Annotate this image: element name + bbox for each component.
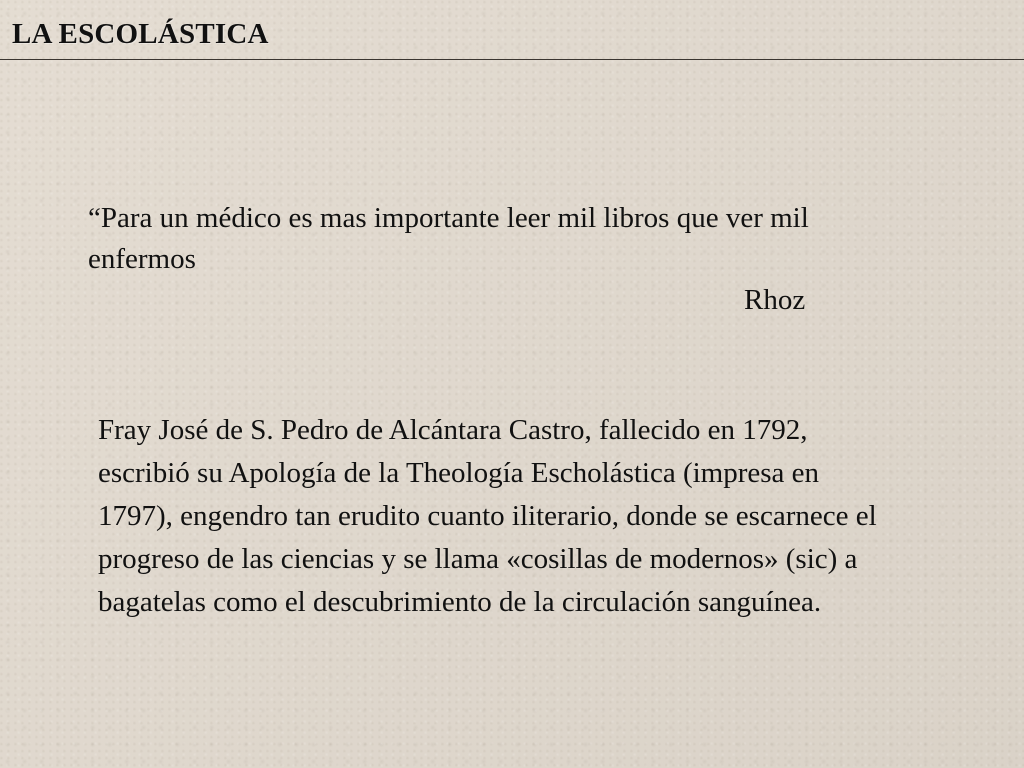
quote-text: “Para un médico es mas importante leer mil libros que ver mil enfermos (88, 202, 809, 275)
body-paragraph: Fray José de S. Pedro de Alcántara Castro, fallecido en 1792, escribió su Apología de la Theología Escholástica (impresa en 1797), engendro tan erudito cuanto iliterario, donde se escarnece el progreso de las ciencias y se llama «cosillas de modernos» (sic) a bagatelas como el descubrimiento de la circulación sanguínea. (98, 414, 877, 618)
quote-block (88, 198, 888, 316)
slide-title: LA ESCOLÁSTICA (12, 18, 269, 50)
title-divider (0, 59, 1024, 60)
quote-author: Rhoz (744, 284, 806, 316)
